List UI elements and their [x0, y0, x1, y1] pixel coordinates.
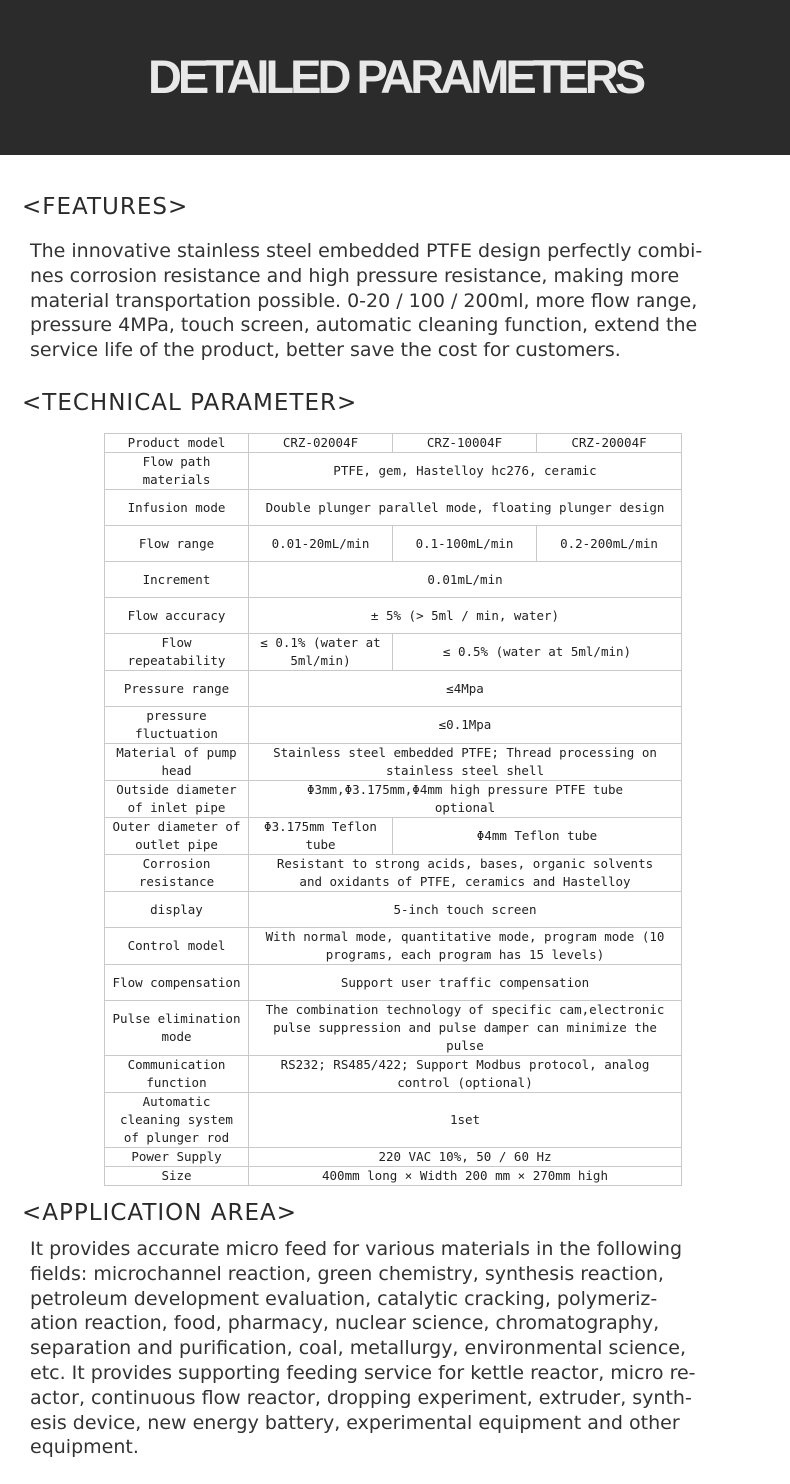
cell-line: Φ3mm,Φ3.175mm,Φ4mm high pressure PTFE tube — [306, 782, 624, 797]
cell-line: mode — [161, 1029, 192, 1044]
table-row — [105, 892, 682, 928]
table-row — [105, 928, 682, 965]
cell-line: pulse — [446, 1038, 484, 1053]
cell-line: Outer diameter of — [112, 819, 241, 834]
parameter-value — [249, 490, 682, 526]
table-row — [105, 453, 682, 490]
parameter-label — [105, 892, 249, 928]
parameter-label — [105, 1056, 249, 1093]
application-paragraph — [30, 1237, 772, 1460]
cell-line: Control model — [127, 938, 226, 953]
parameter-label — [105, 818, 249, 855]
cell-line: Φ3.175mm Teflon — [264, 819, 377, 834]
parameter-value — [249, 928, 682, 965]
paragraph-line: petroleum development evaluation, catalytic cracking, polymeriz- — [30, 1287, 658, 1310]
cell-line: ± 5% (> 5ml / min, water) — [370, 607, 560, 623]
cell-line: 400mm long × Width 200 mm × 270mm high — [322, 1168, 608, 1183]
cell-line: optional — [434, 800, 496, 815]
cell-line: Stainless steel embedded PTFE; Thread processing on — [273, 745, 657, 760]
parameter-label — [105, 1167, 249, 1186]
cell-line: Power Supply — [131, 1149, 222, 1164]
cell-line: 0.01mL/min — [427, 571, 503, 587]
table-row — [105, 1148, 682, 1167]
paragraph-line: It provides accurate micro feed for various materials in the following — [30, 1238, 683, 1260]
cell-line: Pulse elimination — [112, 1011, 241, 1026]
parameter-value — [249, 671, 682, 707]
paragraph-line: The innovative stainless steel embedded PTFE design perfectly combi- — [30, 240, 703, 262]
cell-line: Flow path — [142, 454, 211, 469]
table-row — [105, 744, 682, 781]
features-heading: <FEATURES> — [22, 194, 189, 220]
table-row — [105, 490, 682, 526]
parameter-value — [249, 634, 393, 671]
cell-line: 0.1-100mL/min — [415, 535, 514, 551]
paragraph-line: fields: microchannel reaction, green chemistry, synthesis reaction, — [30, 1262, 664, 1285]
cell-line: Outside diameter — [116, 782, 237, 797]
cell-line: 5ml/min) — [290, 653, 351, 668]
cell-line: RS232; RS485/422; Support Modbus protocol, analog — [280, 1057, 650, 1072]
paragraph-line: esis device, new energy battery, experimental equipment and other — [30, 1411, 680, 1434]
parameter-label — [105, 855, 249, 892]
parameter-value — [249, 855, 682, 892]
parameter-value — [393, 634, 682, 671]
paragraph-line: etc. It provides supporting feeding service for kettle reactor, micro re- — [30, 1361, 696, 1384]
cell-line: Infusion mode — [127, 499, 226, 515]
parameter-label — [105, 434, 249, 453]
cell-line: Automatic — [142, 1094, 211, 1109]
parameter-value — [249, 1001, 682, 1056]
cell-line: The combination technology of specific cam,electronic — [265, 1002, 665, 1017]
table-row — [105, 707, 682, 744]
paragraph-line: ation reaction, food, pharmacy, nuclear science, chromatography, — [30, 1312, 660, 1335]
paragraph-line: material transportation possible. 0-20 / 100 / 200ml, more flow range, — [30, 289, 698, 312]
cell-line: Flow range — [138, 535, 215, 551]
table-row — [105, 965, 682, 1001]
parameter-value — [249, 818, 393, 855]
parameter-value — [249, 1093, 682, 1148]
cell-line: CRZ-20004F — [571, 435, 647, 450]
parameter-value — [393, 818, 682, 855]
cell-line: Communication — [127, 1057, 226, 1072]
cell-line: of inlet pipe — [127, 800, 226, 815]
paragraph-line: equipment. — [30, 1436, 139, 1459]
parameter-label — [105, 671, 249, 707]
table-row — [105, 781, 682, 818]
parameter-value — [249, 707, 682, 744]
cell-line: of plunger rod — [123, 1130, 230, 1145]
cell-line: CRZ-10004F — [426, 435, 503, 450]
cell-line: Corrosion — [142, 856, 211, 871]
cell-line: Size — [161, 1168, 192, 1183]
parameter-value — [249, 562, 682, 598]
cell-line: With normal mode, quantitative mode, program mode (10 — [265, 929, 665, 944]
technical-parameter-heading: <TECHNICAL PARAMETER> — [22, 390, 358, 416]
cell-line: head — [161, 763, 192, 778]
cell-line: ≤ 0.5% (water at 5ml/min) — [442, 644, 632, 659]
paragraph-line: separation and purification, coal, metallurgy, environmental science, — [30, 1337, 687, 1360]
cell-line: outlet pipe — [135, 837, 218, 852]
cell-line: Increment — [142, 571, 211, 587]
parameter-value — [249, 434, 393, 453]
parameter-value — [537, 526, 682, 562]
parameter-label — [105, 965, 249, 1001]
cell-line: programs, each program has 15 levels) — [325, 947, 605, 962]
parameter-label — [105, 562, 249, 598]
table-row — [105, 671, 682, 707]
application-area-heading: <APPLICATION AREA> — [22, 1200, 298, 1226]
technical-parameter-table — [104, 433, 682, 1186]
parameter-value — [537, 434, 682, 453]
table-row — [105, 1056, 682, 1093]
cell-line: cleaning system — [120, 1112, 233, 1127]
cell-line: repeatability — [127, 653, 226, 668]
cell-line: pressure — [146, 708, 207, 723]
parameter-value — [249, 744, 682, 781]
table-row — [105, 855, 682, 892]
cell-line: Pressure range — [123, 680, 230, 696]
cell-line: ≤ 0.1% (water at — [260, 635, 381, 650]
cell-line: pulse suppression and pulse damper can minimize the — [273, 1020, 657, 1035]
paragraph-line: service life of the product, better save the cost for customers. — [30, 339, 621, 362]
table-row — [105, 1167, 682, 1186]
table-row — [105, 1093, 682, 1148]
parameter-value — [249, 1167, 682, 1186]
parameter-label — [105, 928, 249, 965]
parameter-value — [249, 453, 682, 490]
cell-line: function — [146, 1075, 207, 1090]
table-row — [105, 598, 682, 634]
cell-line: tube — [305, 837, 336, 852]
table-row — [105, 1001, 682, 1056]
paragraph-line: pressure 4MPa, touch screen, automatic cleaning function, extend the — [30, 314, 698, 337]
parameter-value — [249, 1056, 682, 1093]
paragraph-line: actor, continuous flow reactor, dropping experiment, extruder, synth- — [30, 1386, 692, 1409]
cell-line: stainless steel shell — [385, 763, 545, 778]
cell-line: Flow accuracy — [127, 607, 226, 623]
cell-line: Product model — [127, 435, 226, 450]
parameter-label — [105, 1093, 249, 1148]
cell-line: Support user traffic compensation — [340, 974, 590, 990]
parameter-label — [105, 634, 249, 671]
page-title: DETAILED PARAMETERS — [147, 50, 643, 103]
parameter-value — [249, 965, 682, 1001]
parameter-value — [249, 892, 682, 928]
cell-line: Resistant to strong acids, bases, organic solvents — [276, 856, 654, 871]
cell-line: 0.01-20mL/min — [271, 535, 370, 551]
parameter-label — [105, 453, 249, 490]
cell-line: Double plunger parallel mode, floating plunger design — [265, 499, 665, 515]
cell-line: Flow compensation — [112, 974, 241, 990]
parameter-label — [105, 707, 249, 744]
parameter-value — [249, 526, 393, 562]
cell-line: Flow — [161, 635, 192, 650]
parameter-value — [249, 598, 682, 634]
parameter-label — [105, 598, 249, 634]
cell-line: materials — [142, 472, 211, 487]
table-row — [105, 634, 682, 671]
header-banner — [0, 0, 790, 155]
cell-line: resistance — [138, 874, 215, 889]
parameter-label — [105, 744, 249, 781]
parameter-label — [105, 1148, 249, 1167]
cell-line: ≤0.1Mpa — [438, 717, 492, 732]
cell-line: 5-inch touch screen — [393, 901, 537, 917]
cell-line: fluctuation — [135, 726, 218, 741]
cell-line: 1set — [449, 1112, 481, 1127]
parameter-value — [393, 526, 537, 562]
parameter-label — [105, 526, 249, 562]
cell-line: 220 VAC 10%, 50 / 60 Hz — [378, 1149, 552, 1164]
cell-line: ≤4Mpa — [446, 680, 484, 696]
cell-line: PTFE, gem, Hastelloy hc276, ceramic — [333, 463, 597, 478]
table-row — [105, 818, 682, 855]
table-row — [105, 562, 682, 598]
parameter-label — [105, 1001, 249, 1056]
parameter-value — [249, 1148, 682, 1167]
cell-line: control (optional) — [397, 1075, 533, 1090]
parameter-value — [249, 781, 682, 818]
parameter-label — [105, 781, 249, 818]
cell-line: and oxidants of PTFE, ceramics and Hastelloy — [299, 874, 631, 889]
cell-line: display — [150, 901, 203, 917]
cell-line: 0.2-200mL/min — [560, 535, 658, 551]
cell-line: Material of pump — [116, 745, 237, 760]
cell-line: Φ4mm Teflon tube — [476, 828, 598, 843]
table-row — [105, 434, 682, 453]
paragraph-line: nes corrosion resistance and high pressure resistance, making more — [30, 264, 680, 287]
cell-line: CRZ-02004F — [282, 435, 359, 450]
table-row — [105, 526, 682, 562]
parameter-value — [393, 434, 537, 453]
parameter-label — [105, 490, 249, 526]
features-paragraph — [30, 239, 772, 363]
